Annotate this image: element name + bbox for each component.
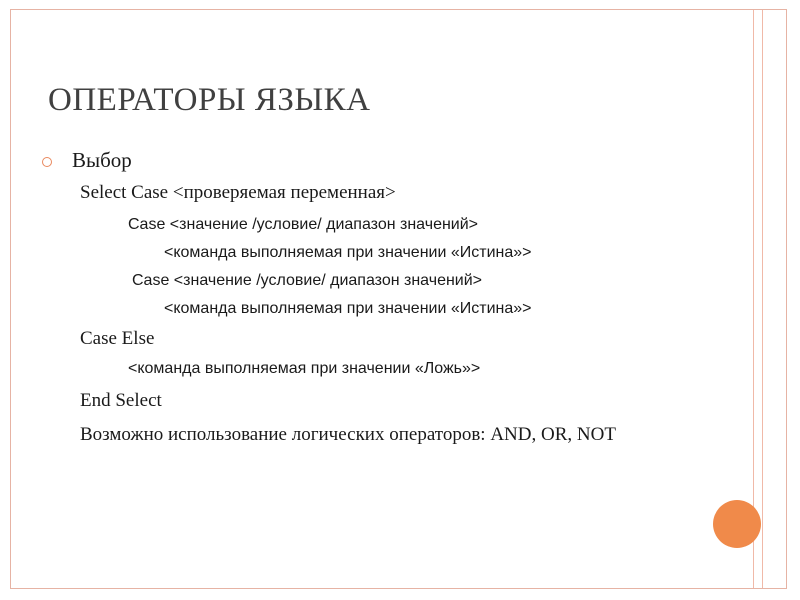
bullet-heading: Выбор bbox=[72, 148, 132, 172]
line-select-case: Select Case <проверяемая переменная> bbox=[80, 182, 396, 203]
line-end-select: End Select bbox=[80, 390, 162, 411]
accent-circle bbox=[713, 500, 761, 548]
line-command-2: <команда выполняемая при значении «Истина»> bbox=[164, 300, 532, 317]
slide-title: ОПЕРАТОРЫ ЯЗЫКА bbox=[48, 82, 371, 118]
line-command-else: <команда выполняемая при значении «Ложь»> bbox=[128, 360, 481, 377]
bullet-icon bbox=[42, 157, 52, 167]
line-command-1: <команда выполняемая при значении «Истина»> bbox=[164, 244, 532, 261]
line-case-2: Case <значение /условие/ диапазон значений> bbox=[132, 272, 483, 289]
line-logical-operators: Возможно использование логических операторов: AND, OR, NOT bbox=[80, 424, 616, 445]
line-case-else: Case Else bbox=[80, 328, 155, 349]
decorative-band-inner bbox=[753, 10, 754, 588]
line-case-1: Case <значение /условие/ диапазон значений> bbox=[128, 216, 479, 233]
decorative-band-outer bbox=[762, 10, 763, 588]
